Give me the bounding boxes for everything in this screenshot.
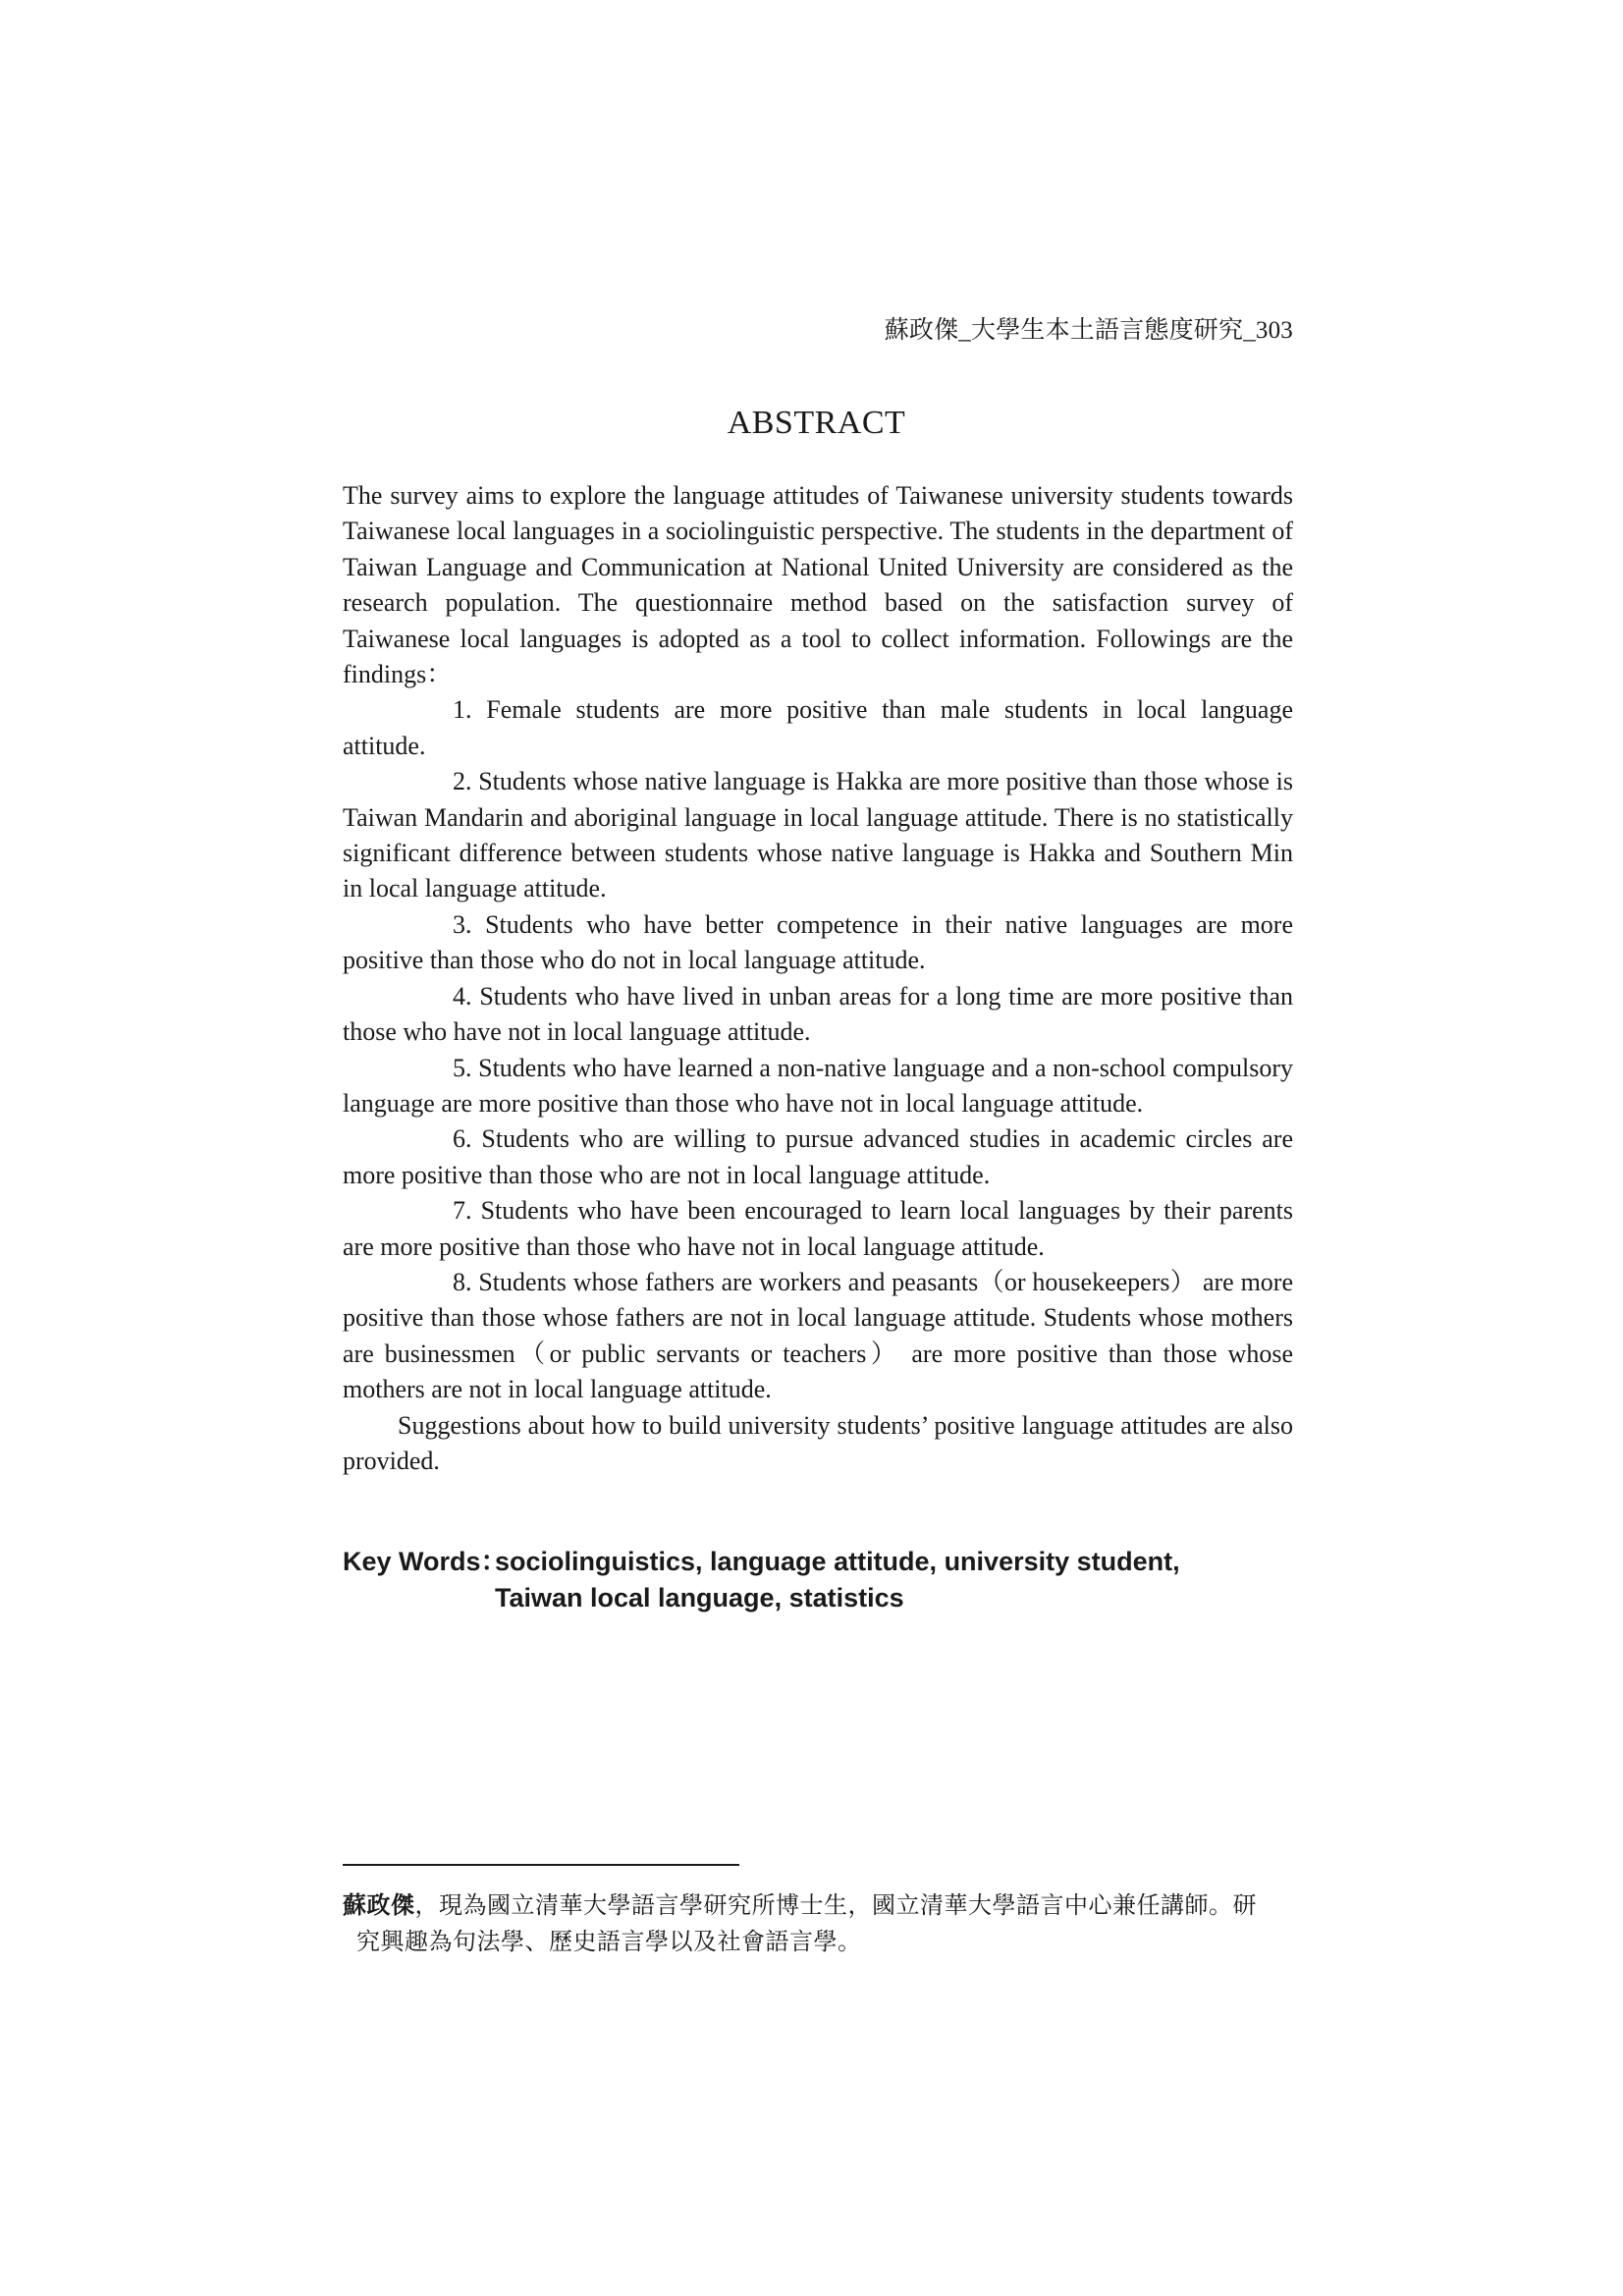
keywords-block [343,1544,1293,1616]
finding-text: Students who are willing to pursue advanced studies in academic circles are more positive than those who are not in local language attitude. [343,1124,1293,1189]
footnote-text-line-1: ，現為國立清華大學語言學研究所博士生，國立清華大學語言中心兼任講師。研 [414,1891,1257,1919]
finding-text: Female students are more positive than male students in local language attitude. [343,695,1294,760]
finding-item [343,1121,1293,1193]
abstract-body [343,478,1293,1479]
finding-number: 4. [453,981,472,1011]
running-header: 蘇政傑_大學生本土語言態度研究_303 [884,317,1293,344]
finding-item [343,907,1293,979]
abstract-closing: Suggestions about how to build university students’ positive language attitudes are also provided. [343,1410,1293,1475]
finding-text: Students whose fathers are workers and peasants（or housekeepers） are more positive than those whose fathers are not in local language attitude. Students whose mothers are businessmen（or public servants or teachers） are more positive than those whose mothers are not in local language attitude. [343,1267,1293,1404]
keywords-line-1: sociolinguistics, language attitude, university student, [495,1547,1180,1576]
abstract-intro: The survey aims to explore the language attitudes of Taiwanese university students towards Taiwanese local languages in a sociolinguistic perspective. The students in the department of Taiwan Language and Communication at National United University are considered as the research population. The questionnaire method based on the satisfaction survey of Taiwanese local languages is adopted as a tool to collect information. Followings are the findings： [343,481,1293,689]
keywords-label: Key Words： [343,1547,508,1576]
finding-number: 2. [453,767,472,796]
finding-text: Students who have learned a non-native language and a non-school compulsory language are more positive than those who have not in local language attitude. [343,1053,1293,1118]
finding-number: 7. [453,1196,472,1226]
finding-number: 8. [453,1267,472,1296]
footnote-author-name: 蘇政傑 [343,1891,415,1919]
finding-item [343,1193,1293,1265]
finding-item [343,764,1293,907]
finding-text: Students who have been encouraged to learn local languages by their parents are more positive than those who have not in local language attitude. [343,1196,1294,1261]
finding-number: 3. [453,909,472,939]
finding-text: Students who have lived in unban areas for a long time are more positive than those who have not in local language attitude. [343,981,1293,1047]
finding-item [343,1051,1293,1122]
finding-text: Students who have better competence in their native languages are more positive than those who do not in local language attitude. [343,909,1294,975]
finding-number: 6. [453,1124,472,1154]
footnote-divider [343,1864,739,1866]
abstract-title: ABSTRACT [727,405,906,441]
finding-number: 5. [453,1053,472,1082]
finding-text: Students whose native language is Hakka are more positive than those whose is Taiwan Mandarin and aboriginal language in local language attitude. There is no statistically significant difference between students whose native language is Hakka and Southern Min in local language attitude. [343,767,1294,903]
finding-item [343,979,1293,1051]
keywords-line-2: Taiwan local language, statistics [495,1583,904,1613]
author-footnote [343,1887,1293,1960]
finding-item [343,692,1293,764]
finding-number: 1. [453,695,472,725]
footnote-text-line-2: 究興趣為句法學、歷史語言學以及社會語言學。 [356,1928,862,1955]
finding-item [343,1265,1293,1408]
